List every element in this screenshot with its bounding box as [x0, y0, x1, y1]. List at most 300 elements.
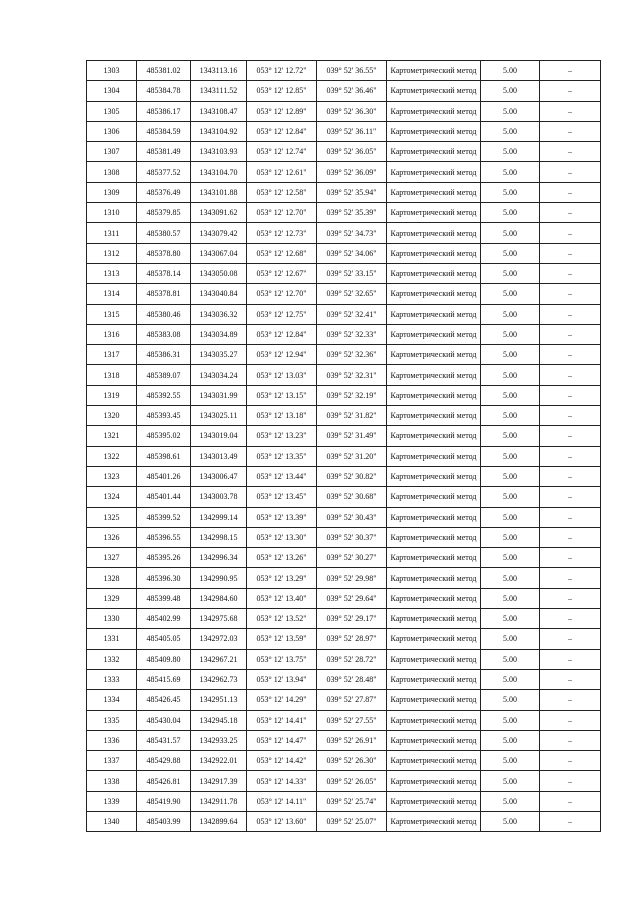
table-row: [87, 223, 601, 243]
accuracy-cell: 5.00: [481, 304, 540, 324]
y-coordinate-cell: 1343035.27: [191, 345, 247, 365]
point-number-cell: 1319: [87, 385, 137, 405]
latitude-cell: 053° 12' 14.29": [247, 690, 317, 710]
accuracy-cell: 5.00: [481, 142, 540, 162]
note-cell: –: [540, 284, 601, 304]
table-row: [87, 121, 601, 141]
note-cell: –: [540, 609, 601, 629]
x-coordinate-cell: 485419.90: [137, 791, 191, 811]
y-coordinate-cell: 1343101.88: [191, 182, 247, 202]
note-cell: –: [540, 223, 601, 243]
accuracy-cell: 5.00: [481, 345, 540, 365]
table-row: [87, 730, 601, 750]
method-cell: Картометрический метод: [387, 406, 481, 426]
method-cell: Картометрический метод: [387, 751, 481, 771]
x-coordinate-cell: 485415.69: [137, 669, 191, 689]
note-cell: –: [540, 121, 601, 141]
point-number-cell: 1336: [87, 730, 137, 750]
y-coordinate-cell: 1343031.99: [191, 385, 247, 405]
table-row: [87, 284, 601, 304]
note-cell: –: [540, 385, 601, 405]
longitude-cell: 039° 52' 31.82": [317, 406, 387, 426]
latitude-cell: 053° 12' 13.29": [247, 568, 317, 588]
note-cell: –: [540, 629, 601, 649]
y-coordinate-cell: 1343067.04: [191, 243, 247, 263]
method-cell: Картометрический метод: [387, 243, 481, 263]
x-coordinate-cell: 485383.08: [137, 324, 191, 344]
longitude-cell: 039° 52' 28.48": [317, 669, 387, 689]
point-number-cell: 1325: [87, 507, 137, 527]
x-coordinate-cell: 485430.04: [137, 710, 191, 730]
note-cell: –: [540, 203, 601, 223]
method-cell: Картометрический метод: [387, 527, 481, 547]
point-number-cell: 1329: [87, 588, 137, 608]
longitude-cell: 039° 52' 28.97": [317, 629, 387, 649]
method-cell: Картометрический метод: [387, 223, 481, 243]
y-coordinate-cell: 1342917.39: [191, 771, 247, 791]
table-row: [87, 324, 601, 344]
x-coordinate-cell: 485403.99: [137, 811, 191, 831]
x-coordinate-cell: 485399.52: [137, 507, 191, 527]
x-coordinate-cell: 485401.26: [137, 466, 191, 486]
y-coordinate-cell: 1342945.18: [191, 710, 247, 730]
x-coordinate-cell: 485395.26: [137, 548, 191, 568]
note-cell: –: [540, 507, 601, 527]
x-coordinate-cell: 485380.46: [137, 304, 191, 324]
point-number-cell: 1335: [87, 710, 137, 730]
table-row: [87, 263, 601, 283]
longitude-cell: 039° 52' 25.74": [317, 791, 387, 811]
method-cell: Картометрический метод: [387, 324, 481, 344]
latitude-cell: 053° 12' 12.75": [247, 304, 317, 324]
longitude-cell: 039° 52' 36.05": [317, 142, 387, 162]
latitude-cell: 053° 12' 13.35": [247, 446, 317, 466]
longitude-cell: 039° 52' 36.09": [317, 162, 387, 182]
x-coordinate-cell: 485395.02: [137, 426, 191, 446]
accuracy-cell: 5.00: [481, 324, 540, 344]
table-row: [87, 385, 601, 405]
table-row: [87, 61, 601, 81]
method-cell: Картометрический метод: [387, 609, 481, 629]
method-cell: Картометрический метод: [387, 162, 481, 182]
note-cell: –: [540, 730, 601, 750]
method-cell: Картометрический метод: [387, 203, 481, 223]
latitude-cell: 053° 12' 13.15": [247, 385, 317, 405]
method-cell: Картометрический метод: [387, 548, 481, 568]
point-number-cell: 1307: [87, 142, 137, 162]
method-cell: Картометрический метод: [387, 466, 481, 486]
table-row: [87, 527, 601, 547]
longitude-cell: 039° 52' 32.65": [317, 284, 387, 304]
x-coordinate-cell: 485392.55: [137, 385, 191, 405]
accuracy-cell: 5.00: [481, 446, 540, 466]
accuracy-cell: 5.00: [481, 791, 540, 811]
point-number-cell: 1334: [87, 690, 137, 710]
method-cell: Картометрический метод: [387, 446, 481, 466]
latitude-cell: 053° 12' 12.73": [247, 223, 317, 243]
x-coordinate-cell: 485378.81: [137, 284, 191, 304]
note-cell: –: [540, 588, 601, 608]
longitude-cell: 039° 52' 32.36": [317, 345, 387, 365]
accuracy-cell: 5.00: [481, 81, 540, 101]
x-coordinate-cell: 485426.81: [137, 771, 191, 791]
accuracy-cell: 5.00: [481, 182, 540, 202]
latitude-cell: 053° 12' 13.40": [247, 588, 317, 608]
table-row: [87, 690, 601, 710]
point-number-cell: 1318: [87, 365, 137, 385]
method-cell: Картометрический метод: [387, 426, 481, 446]
note-cell: –: [540, 446, 601, 466]
longitude-cell: 039° 52' 35.39": [317, 203, 387, 223]
accuracy-cell: 5.00: [481, 61, 540, 81]
latitude-cell: 053° 12' 13.45": [247, 487, 317, 507]
y-coordinate-cell: 1343019.04: [191, 426, 247, 446]
table-row: [87, 710, 601, 730]
method-cell: Картометрический метод: [387, 304, 481, 324]
table-row: [87, 406, 601, 426]
x-coordinate-cell: 485402.99: [137, 609, 191, 629]
method-cell: Картометрический метод: [387, 771, 481, 791]
note-cell: –: [540, 791, 601, 811]
accuracy-cell: 5.00: [481, 751, 540, 771]
x-coordinate-cell: 485389.07: [137, 365, 191, 385]
accuracy-cell: 5.00: [481, 568, 540, 588]
y-coordinate-cell: 1343091.62: [191, 203, 247, 223]
longitude-cell: 039° 52' 33.15": [317, 263, 387, 283]
longitude-cell: 039° 52' 31.20": [317, 446, 387, 466]
method-cell: Картометрический метод: [387, 487, 481, 507]
latitude-cell: 053° 12' 12.70": [247, 203, 317, 223]
longitude-cell: 039° 52' 26.05": [317, 771, 387, 791]
note-cell: –: [540, 263, 601, 283]
latitude-cell: 053° 12' 12.74": [247, 142, 317, 162]
point-number-cell: 1339: [87, 791, 137, 811]
table-row: [87, 345, 601, 365]
y-coordinate-cell: 1342922.01: [191, 751, 247, 771]
point-number-cell: 1328: [87, 568, 137, 588]
y-coordinate-cell: 1343050.08: [191, 263, 247, 283]
note-cell: –: [540, 324, 601, 344]
method-cell: Картометрический метод: [387, 385, 481, 405]
x-coordinate-cell: 485396.30: [137, 568, 191, 588]
note-cell: –: [540, 771, 601, 791]
point-number-cell: 1313: [87, 263, 137, 283]
point-number-cell: 1320: [87, 406, 137, 426]
latitude-cell: 053° 12' 13.23": [247, 426, 317, 446]
latitude-cell: 053° 12' 12.89": [247, 101, 317, 121]
accuracy-cell: 5.00: [481, 223, 540, 243]
point-number-cell: 1317: [87, 345, 137, 365]
accuracy-cell: 5.00: [481, 101, 540, 121]
x-coordinate-cell: 485405.05: [137, 629, 191, 649]
x-coordinate-cell: 485378.80: [137, 243, 191, 263]
accuracy-cell: 5.00: [481, 588, 540, 608]
accuracy-cell: 5.00: [481, 466, 540, 486]
latitude-cell: 053° 12' 12.67": [247, 263, 317, 283]
note-cell: –: [540, 548, 601, 568]
table-row: [87, 811, 601, 831]
x-coordinate-cell: 485381.49: [137, 142, 191, 162]
method-cell: Картометрический метод: [387, 142, 481, 162]
accuracy-cell: 5.00: [481, 609, 540, 629]
latitude-cell: 053° 12' 13.44": [247, 466, 317, 486]
note-cell: –: [540, 487, 601, 507]
table-row: [87, 243, 601, 263]
point-number-cell: 1333: [87, 669, 137, 689]
longitude-cell: 039° 52' 29.17": [317, 609, 387, 629]
point-number-cell: 1310: [87, 203, 137, 223]
x-coordinate-cell: 485380.57: [137, 223, 191, 243]
table-row: [87, 609, 601, 629]
y-coordinate-cell: 1342975.68: [191, 609, 247, 629]
point-number-cell: 1311: [87, 223, 137, 243]
latitude-cell: 053° 12' 13.30": [247, 527, 317, 547]
note-cell: –: [540, 142, 601, 162]
x-coordinate-cell: 485376.49: [137, 182, 191, 202]
method-cell: Картометрический метод: [387, 568, 481, 588]
coordinates-table: [86, 60, 601, 832]
x-coordinate-cell: 485379.85: [137, 203, 191, 223]
y-coordinate-cell: 1343113.16: [191, 61, 247, 81]
method-cell: Картометрический метод: [387, 81, 481, 101]
y-coordinate-cell: 1343036.32: [191, 304, 247, 324]
y-coordinate-cell: 1342998.15: [191, 527, 247, 547]
longitude-cell: 039° 52' 30.68": [317, 487, 387, 507]
latitude-cell: 053° 12' 14.33": [247, 771, 317, 791]
note-cell: –: [540, 690, 601, 710]
longitude-cell: 039° 52' 32.41": [317, 304, 387, 324]
note-cell: –: [540, 649, 601, 669]
x-coordinate-cell: 485426.45: [137, 690, 191, 710]
longitude-cell: 039° 52' 30.82": [317, 466, 387, 486]
table-row: [87, 751, 601, 771]
longitude-cell: 039° 52' 34.73": [317, 223, 387, 243]
note-cell: –: [540, 162, 601, 182]
y-coordinate-cell: 1343034.89: [191, 324, 247, 344]
x-coordinate-cell: 485381.02: [137, 61, 191, 81]
latitude-cell: 053° 12' 14.41": [247, 710, 317, 730]
y-coordinate-cell: 1342999.14: [191, 507, 247, 527]
point-number-cell: 1305: [87, 101, 137, 121]
x-coordinate-cell: 485401.44: [137, 487, 191, 507]
table-row: [87, 507, 601, 527]
note-cell: –: [540, 426, 601, 446]
note-cell: –: [540, 568, 601, 588]
y-coordinate-cell: 1342990.95: [191, 568, 247, 588]
point-number-cell: 1326: [87, 527, 137, 547]
point-number-cell: 1330: [87, 609, 137, 629]
accuracy-cell: 5.00: [481, 426, 540, 446]
accuracy-cell: 5.00: [481, 121, 540, 141]
longitude-cell: 039° 52' 32.19": [317, 385, 387, 405]
point-number-cell: 1337: [87, 751, 137, 771]
accuracy-cell: 5.00: [481, 284, 540, 304]
y-coordinate-cell: 1342972.03: [191, 629, 247, 649]
longitude-cell: 039° 52' 30.43": [317, 507, 387, 527]
latitude-cell: 053° 12' 13.59": [247, 629, 317, 649]
y-coordinate-cell: 1343111.52: [191, 81, 247, 101]
table-row: [87, 588, 601, 608]
accuracy-cell: 5.00: [481, 203, 540, 223]
accuracy-cell: 5.00: [481, 527, 540, 547]
accuracy-cell: 5.00: [481, 365, 540, 385]
longitude-cell: 039° 52' 31.49": [317, 426, 387, 446]
note-cell: –: [540, 466, 601, 486]
longitude-cell: 039° 52' 28.72": [317, 649, 387, 669]
table-row: [87, 365, 601, 385]
point-number-cell: 1323: [87, 466, 137, 486]
method-cell: Картометрический метод: [387, 182, 481, 202]
x-coordinate-cell: 485409.80: [137, 649, 191, 669]
latitude-cell: 053° 12' 14.11": [247, 791, 317, 811]
x-coordinate-cell: 485399.48: [137, 588, 191, 608]
x-coordinate-cell: 485431.57: [137, 730, 191, 750]
point-number-cell: 1332: [87, 649, 137, 669]
note-cell: –: [540, 710, 601, 730]
longitude-cell: 039° 52' 27.55": [317, 710, 387, 730]
y-coordinate-cell: 1342967.21: [191, 649, 247, 669]
latitude-cell: 053° 12' 13.60": [247, 811, 317, 831]
method-cell: Картометрический метод: [387, 365, 481, 385]
accuracy-cell: 5.00: [481, 771, 540, 791]
point-number-cell: 1321: [87, 426, 137, 446]
x-coordinate-cell: 485398.61: [137, 446, 191, 466]
latitude-cell: 053° 12' 12.58": [247, 182, 317, 202]
x-coordinate-cell: 485378.14: [137, 263, 191, 283]
method-cell: Картометрический метод: [387, 121, 481, 141]
accuracy-cell: 5.00: [481, 649, 540, 669]
point-number-cell: 1303: [87, 61, 137, 81]
x-coordinate-cell: 485386.17: [137, 101, 191, 121]
point-number-cell: 1309: [87, 182, 137, 202]
method-cell: Картометрический метод: [387, 263, 481, 283]
point-number-cell: 1306: [87, 121, 137, 141]
method-cell: Картометрический метод: [387, 649, 481, 669]
y-coordinate-cell: 1342951.13: [191, 690, 247, 710]
point-number-cell: 1314: [87, 284, 137, 304]
point-number-cell: 1316: [87, 324, 137, 344]
table-row: [87, 649, 601, 669]
note-cell: –: [540, 751, 601, 771]
point-number-cell: 1327: [87, 548, 137, 568]
latitude-cell: 053° 12' 12.72": [247, 61, 317, 81]
latitude-cell: 053° 12' 12.61": [247, 162, 317, 182]
table-row: [87, 446, 601, 466]
longitude-cell: 039° 52' 36.46": [317, 81, 387, 101]
latitude-cell: 053° 12' 14.47": [247, 730, 317, 750]
x-coordinate-cell: 485386.31: [137, 345, 191, 365]
longitude-cell: 039° 52' 29.64": [317, 588, 387, 608]
x-coordinate-cell: 485384.59: [137, 121, 191, 141]
longitude-cell: 039° 52' 30.37": [317, 527, 387, 547]
x-coordinate-cell: 485396.55: [137, 527, 191, 547]
point-number-cell: 1331: [87, 629, 137, 649]
table-row: [87, 629, 601, 649]
latitude-cell: 053° 12' 13.03": [247, 365, 317, 385]
y-coordinate-cell: 1343108.47: [191, 101, 247, 121]
y-coordinate-cell: 1342962.73: [191, 669, 247, 689]
accuracy-cell: 5.00: [481, 811, 540, 831]
latitude-cell: 053° 12' 12.84": [247, 121, 317, 141]
table-row: [87, 568, 601, 588]
note-cell: –: [540, 527, 601, 547]
latitude-cell: 053° 12' 13.39": [247, 507, 317, 527]
longitude-cell: 039° 52' 27.87": [317, 690, 387, 710]
latitude-cell: 053° 12' 13.18": [247, 406, 317, 426]
y-coordinate-cell: 1343006.47: [191, 466, 247, 486]
y-coordinate-cell: 1342996.34: [191, 548, 247, 568]
accuracy-cell: 5.00: [481, 548, 540, 568]
latitude-cell: 053° 12' 13.26": [247, 548, 317, 568]
y-coordinate-cell: 1342933.25: [191, 730, 247, 750]
y-coordinate-cell: 1343104.92: [191, 121, 247, 141]
longitude-cell: 039° 52' 35.94": [317, 182, 387, 202]
accuracy-cell: 5.00: [481, 487, 540, 507]
longitude-cell: 039° 52' 25.07": [317, 811, 387, 831]
table-row: [87, 791, 601, 811]
method-cell: Картометрический метод: [387, 345, 481, 365]
y-coordinate-cell: 1343025.11: [191, 406, 247, 426]
table-row: [87, 771, 601, 791]
note-cell: –: [540, 304, 601, 324]
point-number-cell: 1338: [87, 771, 137, 791]
method-cell: Картометрический метод: [387, 61, 481, 81]
accuracy-cell: 5.00: [481, 710, 540, 730]
method-cell: Картометрический метод: [387, 507, 481, 527]
latitude-cell: 053° 12' 13.75": [247, 649, 317, 669]
method-cell: Картометрический метод: [387, 730, 481, 750]
point-number-cell: 1324: [87, 487, 137, 507]
note-cell: –: [540, 81, 601, 101]
note-cell: –: [540, 811, 601, 831]
note-cell: –: [540, 61, 601, 81]
table-row: [87, 101, 601, 121]
table-row: [87, 81, 601, 101]
longitude-cell: 039° 52' 36.30": [317, 101, 387, 121]
longitude-cell: 039° 52' 32.33": [317, 324, 387, 344]
table-row: [87, 142, 601, 162]
latitude-cell: 053° 12' 12.68": [247, 243, 317, 263]
method-cell: Картометрический метод: [387, 101, 481, 121]
accuracy-cell: 5.00: [481, 629, 540, 649]
method-cell: Картометрический метод: [387, 710, 481, 730]
x-coordinate-cell: 485429.88: [137, 751, 191, 771]
longitude-cell: 039° 52' 36.11": [317, 121, 387, 141]
y-coordinate-cell: 1343040.84: [191, 284, 247, 304]
note-cell: –: [540, 669, 601, 689]
accuracy-cell: 5.00: [481, 669, 540, 689]
y-coordinate-cell: 1343003.78: [191, 487, 247, 507]
longitude-cell: 039° 52' 26.91": [317, 730, 387, 750]
point-number-cell: 1312: [87, 243, 137, 263]
longitude-cell: 039° 52' 26.30": [317, 751, 387, 771]
method-cell: Картометрический метод: [387, 791, 481, 811]
method-cell: Картометрический метод: [387, 284, 481, 304]
point-number-cell: 1322: [87, 446, 137, 466]
y-coordinate-cell: 1343079.42: [191, 223, 247, 243]
latitude-cell: 053° 12' 12.84": [247, 324, 317, 344]
table-row: [87, 203, 601, 223]
longitude-cell: 039° 52' 32.31": [317, 365, 387, 385]
longitude-cell: 039° 52' 34.06": [317, 243, 387, 263]
longitude-cell: 039° 52' 29.98": [317, 568, 387, 588]
accuracy-cell: 5.00: [481, 406, 540, 426]
method-cell: Картометрический метод: [387, 629, 481, 649]
note-cell: –: [540, 365, 601, 385]
coordinates-table-body: [87, 61, 601, 832]
note-cell: –: [540, 406, 601, 426]
accuracy-cell: 5.00: [481, 263, 540, 283]
